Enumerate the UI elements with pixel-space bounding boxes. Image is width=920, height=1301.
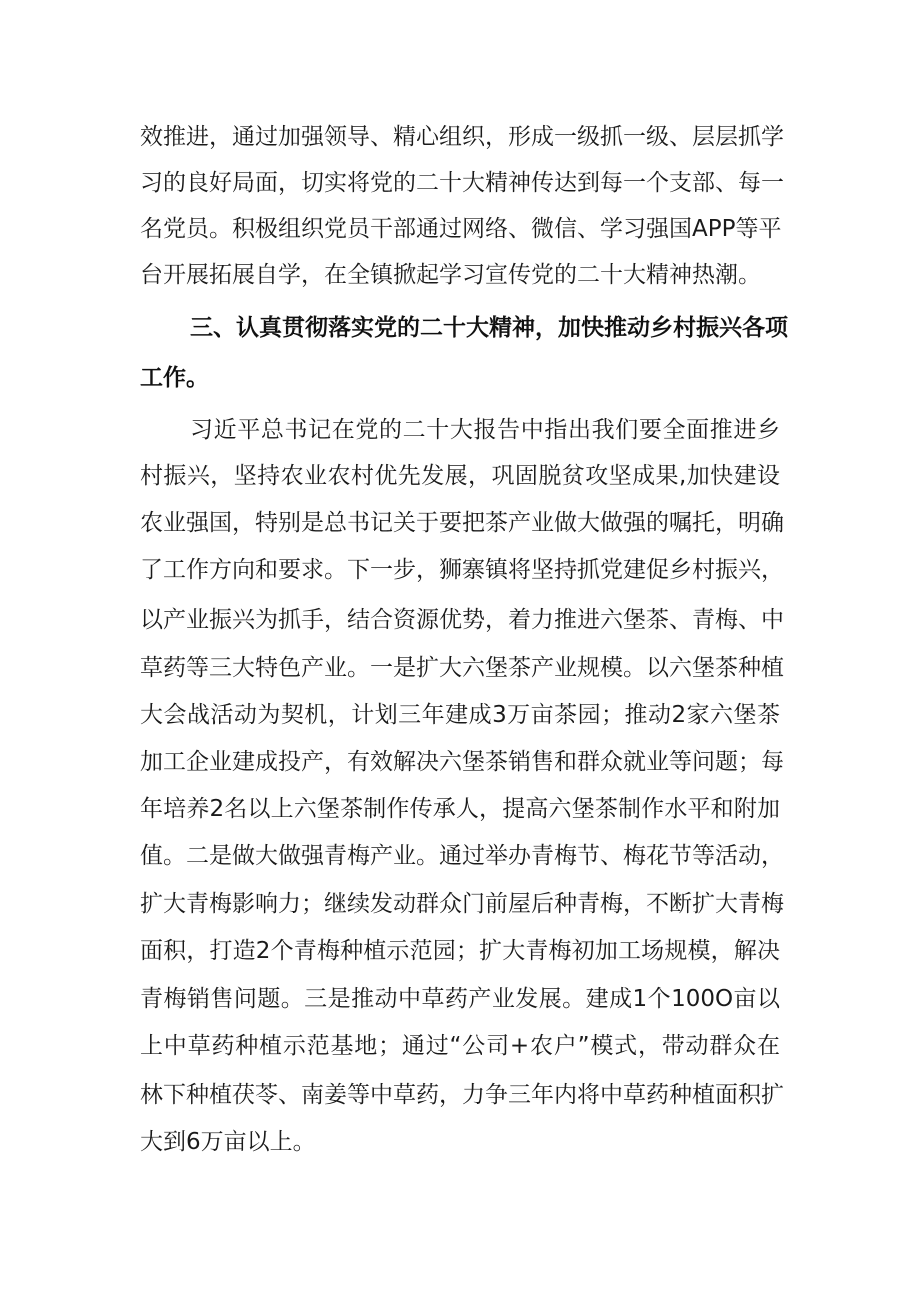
paragraph-2-line-3: 农业强国，特别是总书记关于要把茶产业做大做强的嘱托，明确 xyxy=(140,510,784,536)
paragraph-2-line-1: 习近平总书记在党的二十大报告中指出我们要全面推进乡 xyxy=(190,417,780,443)
paragraph-1-line-1: 效推进，通过加强领导、精心组织，形成一级抓一级、层层抓学 xyxy=(140,124,784,150)
section-heading-3-line-2: 工作。 xyxy=(140,365,209,391)
paragraph-2-line-16: 大到6万亩以上。 xyxy=(140,1129,316,1155)
paragraph-2-line-7: 大会战活动为契机，计划三年建成3万亩茶园；推动2家六堡茶 xyxy=(140,702,780,728)
paragraph-2-line-10: 值。二是做大做强青梅产业。通过举办青梅节、梅花节等活动， xyxy=(140,843,784,869)
paragraph-2-line-15: 林下种植茯苓、南姜等中草药，力争三年内将中草药种植面积扩 xyxy=(140,1082,784,1108)
paragraph-1-line-2: 习的良好局面，切实将党的二十大精神传达到每一个支部、每一 xyxy=(140,170,784,196)
paragraph-2-line-13: 青梅销售问题。三是推动中草药产业发展。建成1个100O亩以 xyxy=(140,986,780,1012)
paragraph-1-line-3: 名党员。积极组织党员干部通过网络、微信、学习强国APP等平 xyxy=(140,216,782,242)
paragraph-2-line-11: 扩大青梅影响力；继续发动群众门前屋后种青梅，不断扩大青梅 xyxy=(140,891,784,917)
paragraph-2-line-14: 上中草药种植示范基地；通过“公司+农户”模式，带动群众在 xyxy=(140,1033,780,1059)
paragraph-2-line-2: 村振兴，坚持农业农村优先发展，巩固脱贫攻坚成果,加快建设 xyxy=(140,463,780,489)
paragraph-2-line-8: 加工企业建成投产，有效解决六堡茶销售和群众就业等问题；每 xyxy=(140,749,784,775)
section-heading-3-line-1: 三、认真贯彻落实党的二十大精神，加快推动乡村振兴各项 xyxy=(190,315,788,341)
paragraph-2-line-5: 以产业振兴为抓手，结合资源优势，着力推进六堡茶、青梅、中 xyxy=(140,607,784,633)
paragraph-2-line-6: 草药等三大特色产业。一是扩大六堡茶产业规模。以六堡茶种植 xyxy=(140,655,784,681)
paragraph-2-line-4: 了工作方向和要求。下一步，狮寨镇将坚持抓党建促乡村振兴， xyxy=(140,557,784,583)
paragraph-1-line-4: 台开展拓展自学，在全镇掀起学习宣传党的二十大精神热潮。 xyxy=(140,262,761,288)
paragraph-2-line-9: 年培养2名以上六堡茶制作传承人，提高六堡茶制作水平和附加 xyxy=(140,796,780,822)
paragraph-2-line-12: 面积，打造2个青梅种植示范园；扩大青梅初加工场规模，解决 xyxy=(140,938,780,964)
